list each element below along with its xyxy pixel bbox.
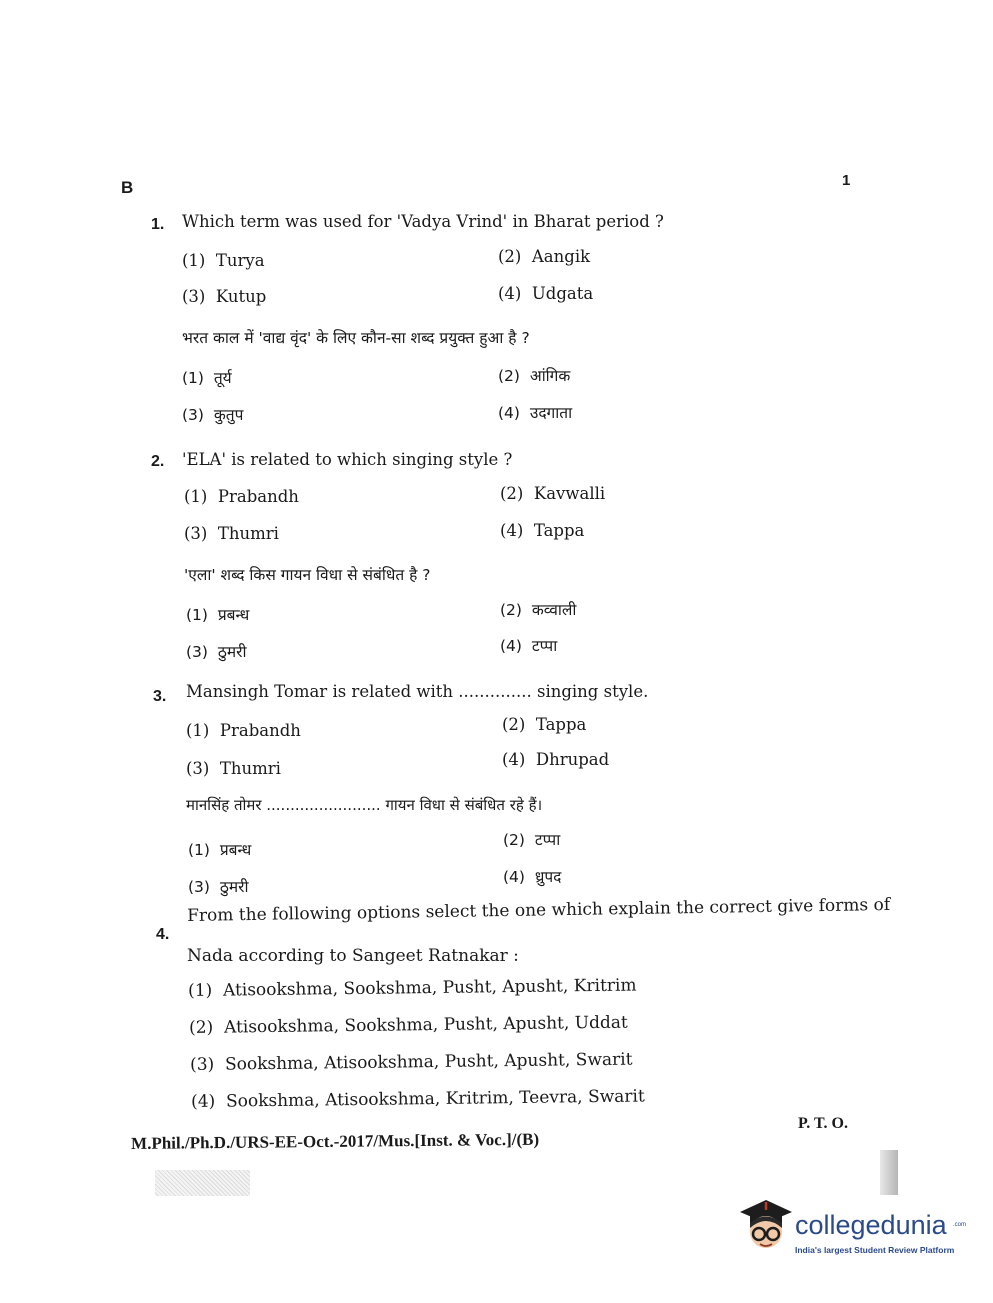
- question-text-line-1: From the following options select the one which explain the correct give forms of: [187, 894, 891, 926]
- option-text: Atisookshma, Sookshma, Pusht, Apusht, Uddat: [223, 1012, 628, 1038]
- pto-label: P. T. O.: [798, 1115, 848, 1132]
- option-text: ध्रुपद: [534, 868, 562, 886]
- option-text: टप्पा: [531, 637, 558, 655]
- option-text: प्रबन्ध: [217, 606, 250, 624]
- option-number: (2): [500, 601, 522, 619]
- option-2-hindi: [500, 598, 576, 620]
- option-text: कुतुप: [213, 406, 244, 424]
- option-1-hindi: [188, 838, 251, 860]
- option-number: (2): [502, 715, 526, 734]
- option-text: आंगिक: [529, 367, 571, 385]
- paper-code: M.Phil./Ph.D./URS-EE-Oct.-2017/Mus.[Inst. & Voc.]/(B): [131, 1129, 540, 1153]
- question-number: 2.: [151, 453, 165, 470]
- option-text: Dhrupad: [535, 750, 610, 769]
- option-number: (2): [189, 1017, 214, 1038]
- option-2: [189, 1013, 628, 1038]
- question-number: 1.: [151, 216, 165, 233]
- option-number: (2): [503, 831, 525, 849]
- option-text: Tappa: [535, 715, 587, 734]
- logo-suffix: .com: [953, 1222, 967, 1228]
- option-number: (3): [182, 287, 206, 306]
- option-text: Prabandh: [217, 487, 299, 506]
- option-4: [502, 750, 609, 769]
- option-4: [498, 284, 593, 303]
- option-2-hindi: [503, 828, 560, 850]
- option-2: [502, 715, 586, 734]
- option-text: तूर्य: [213, 369, 232, 387]
- option-number: (4): [191, 1091, 216, 1112]
- option-3: [186, 759, 281, 778]
- page-number: 1: [842, 172, 851, 189]
- option-number: (2): [498, 367, 520, 385]
- question-text: Which term was used for 'Vadya Vrind' in Bharat period ?: [182, 212, 664, 231]
- option-number: (2): [498, 247, 522, 266]
- option-3: [182, 287, 266, 306]
- mascot-icon: [736, 1196, 794, 1254]
- option-text: ठुमरी: [217, 643, 247, 661]
- option-number: (3): [190, 1054, 215, 1075]
- option-1-hindi: [186, 603, 249, 625]
- option-number: (4): [498, 404, 520, 422]
- option-text: Udgata: [531, 284, 594, 303]
- question-text: Mansingh Tomar is related with .............. singing style.: [186, 682, 649, 701]
- option-number: (1): [184, 487, 208, 506]
- logo-wordmark: collegedunia: [795, 1210, 947, 1240]
- option-text: Turya: [215, 251, 265, 270]
- question-number: 4.: [156, 926, 170, 943]
- option-2: [500, 484, 605, 503]
- option-text: टप्पा: [534, 831, 561, 849]
- option-4-hindi: [503, 865, 561, 887]
- option-number: (1): [182, 369, 204, 387]
- option-text: उदगाता: [529, 404, 573, 422]
- option-3: [184, 524, 279, 543]
- option-4-hindi: [500, 634, 557, 656]
- option-3-hindi: [186, 640, 246, 662]
- option-text: प्रबन्ध: [219, 841, 252, 859]
- option-4: [500, 521, 584, 540]
- option-text: Thumri: [217, 524, 279, 543]
- option-text: Thumri: [219, 759, 281, 778]
- option-number: (3): [184, 524, 208, 543]
- option-text: Prabandh: [219, 721, 301, 740]
- option-3: [190, 1050, 633, 1075]
- option-3-hindi: [182, 403, 243, 425]
- option-number: (1): [182, 251, 206, 270]
- option-3-hindi: [188, 875, 248, 897]
- option-number: (1): [186, 606, 208, 624]
- option-number: (3): [188, 878, 210, 896]
- question-text-line-2: Nada according to Sangeet Ratnakar :: [187, 946, 519, 966]
- option-number: (4): [502, 750, 526, 769]
- scan-artifact: [880, 1150, 898, 1195]
- logo-tagline: India's largest Student Review Platform: [795, 1245, 955, 1255]
- question-text: 'ELA' is related to which singing style ?: [182, 450, 513, 469]
- option-1: [188, 976, 637, 1001]
- option-number: (4): [500, 521, 524, 540]
- option-1: [186, 721, 301, 740]
- scan-artifact: [155, 1170, 250, 1196]
- option-number: (1): [188, 841, 210, 859]
- option-number: (1): [188, 980, 213, 1001]
- option-number: (4): [500, 637, 522, 655]
- option-1-hindi: [182, 366, 232, 388]
- option-number: (3): [186, 759, 210, 778]
- option-text: Sookshma, Atisookshma, Kritrim, Teevra, Swarit: [225, 1086, 645, 1112]
- option-text: ठुमरी: [219, 878, 249, 896]
- option-text: Kutup: [215, 287, 267, 306]
- option-2-hindi: [498, 364, 570, 386]
- option-number: (3): [182, 406, 204, 424]
- question-number: 3.: [153, 688, 167, 705]
- option-text: Sookshma, Atisookshma, Pusht, Apusht, Swarit: [224, 1049, 633, 1075]
- option-number: (3): [186, 643, 208, 661]
- option-number: (1): [186, 721, 210, 740]
- option-1: [184, 487, 299, 506]
- option-2: [498, 247, 590, 266]
- option-text: Aangik: [531, 247, 591, 266]
- option-4: [191, 1086, 645, 1112]
- series-label: B: [121, 178, 134, 197]
- option-number: (4): [503, 868, 525, 886]
- option-1: [182, 251, 265, 270]
- option-text: Kavwalli: [533, 484, 606, 503]
- option-number: (2): [500, 484, 524, 503]
- option-number: (4): [498, 284, 522, 303]
- option-text: Atisookshma, Sookshma, Pusht, Apusht, Kritrim: [222, 975, 637, 1001]
- option-text: कव्वाली: [531, 601, 577, 619]
- option-4-hindi: [498, 401, 572, 423]
- question-text-hindi: भरत काल में 'वाद्य वृंद' के लिए कौन-सा शब्द प्रयुक्त हुआ है ?: [182, 329, 530, 347]
- question-text-hindi: 'एला' शब्द किस गायन विधा से संबंधित है ?: [184, 566, 431, 584]
- option-text: Tappa: [533, 521, 585, 540]
- question-text-hindi: मानसिंह तोमर ........................ गायन विधा से संबंधित रहे हैं।: [186, 796, 543, 814]
